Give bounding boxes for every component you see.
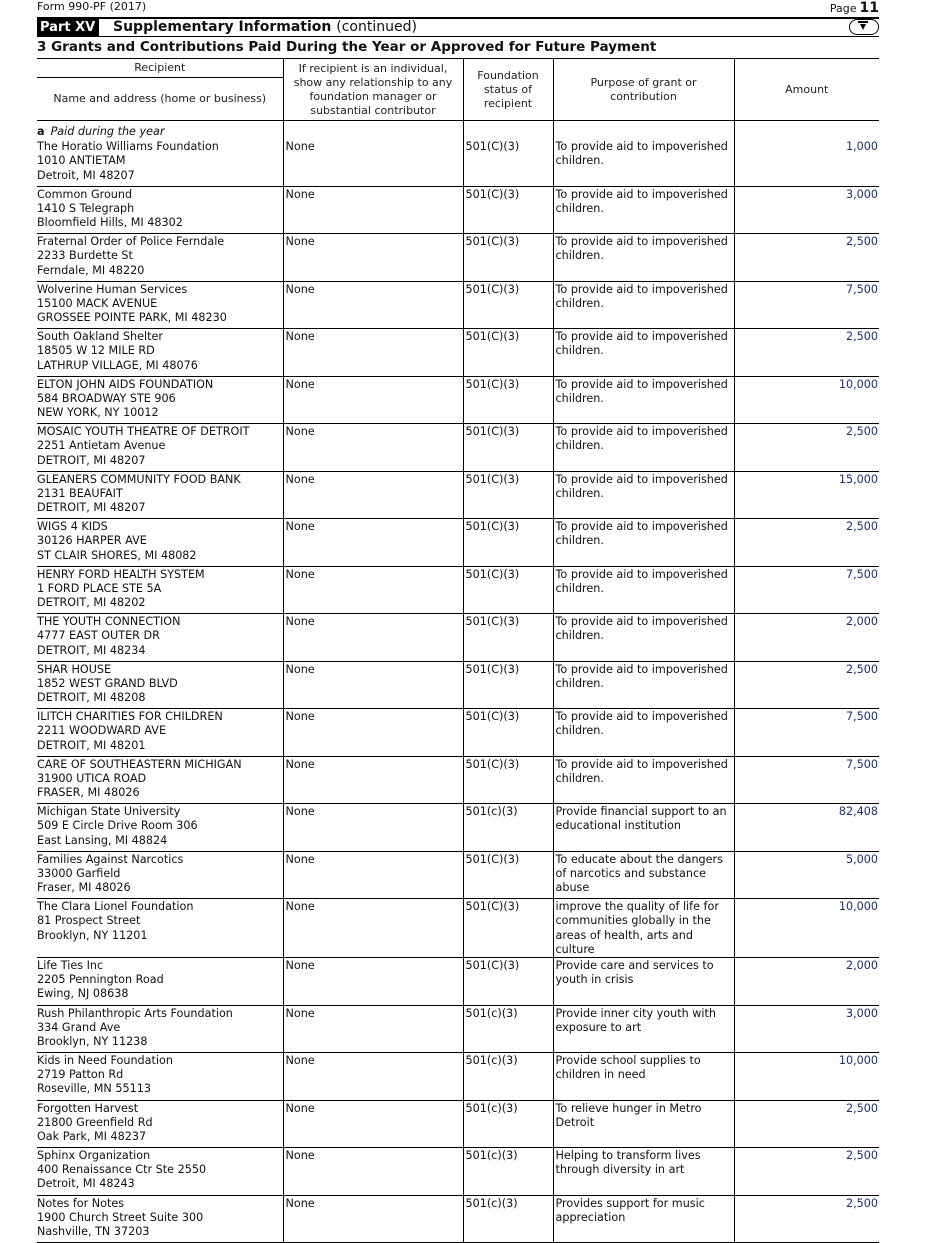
recipient-address-line2: ST CLAIR SHORES, MI 48082 — [37, 548, 197, 562]
amount-cell: 2,500 — [734, 234, 879, 282]
recipient-name: Wolverine Human Services — [37, 282, 188, 296]
recipient-address-line1: 1010 ANTIETAM — [37, 154, 126, 168]
amount-cell: 2,500 — [734, 661, 879, 709]
recipient-address-line1: 4777 EAST OUTER DR — [37, 629, 160, 643]
relationship-cell: None — [283, 471, 463, 519]
recipient-address-line1: 1410 S Telegraph — [37, 201, 135, 215]
recipient-cell — [37, 424, 283, 472]
recipient-address-line1: 31900 UTICA ROAD — [37, 771, 147, 785]
table-row — [37, 958, 879, 1006]
status-cell: 501(C)(3) — [463, 424, 553, 472]
relationship-cell: None — [283, 1148, 463, 1196]
table-row — [37, 1100, 879, 1148]
table-row — [37, 851, 879, 899]
recipient-address-line2: Oak Park, MI 48237 — [37, 1129, 147, 1143]
relationship-cell: None — [283, 1053, 463, 1101]
status-cell: 501(c)(3) — [463, 1005, 553, 1053]
status-cell: 501(c)(3) — [463, 1053, 553, 1101]
recipient-address-line1: 33000 Garfield — [37, 866, 121, 880]
purpose-cell: To provide aid to impoverished children. — [553, 139, 734, 186]
chevron-down-icon — [857, 21, 869, 32]
relationship-cell: None — [283, 139, 463, 186]
recipient-address-line2: DETROIT, MI 48201 — [37, 738, 146, 752]
table-row — [37, 329, 879, 377]
relationship-cell: None — [283, 899, 463, 958]
recipient-address-line2: Bloomfield Hills, MI 48302 — [37, 216, 183, 230]
table-row — [37, 234, 879, 282]
recipient-name: SHAR HOUSE — [37, 662, 112, 676]
purpose-cell: To provide aid to impoverished children. — [553, 709, 734, 757]
recipient-name: The Horatio Williams Foundation — [37, 140, 219, 154]
recipient-address-line2: DETROIT, MI 48207 — [37, 501, 146, 515]
recipient-address-line1: 2719 Patton Rd — [37, 1068, 124, 1082]
amount-cell: 3,000 — [734, 186, 879, 234]
recipient-cell — [37, 1148, 283, 1196]
recipient-address-line1: 1900 Church Street Suite 300 — [37, 1210, 204, 1224]
status-cell: 501(c)(3) — [463, 1195, 553, 1243]
recipient-address-line1: 509 E Circle Drive Room 306 — [37, 819, 198, 833]
purpose-cell: To provide aid to impoverished children. — [553, 329, 734, 377]
purpose-cell: To provide aid to impoverished children. — [553, 424, 734, 472]
status-cell: 501(C)(3) — [463, 566, 553, 614]
table-row — [37, 376, 879, 424]
relationship-cell: None — [283, 329, 463, 377]
table-row — [37, 424, 879, 472]
amount-cell: 2,000 — [734, 958, 879, 1006]
status-cell: 501(C)(3) — [463, 234, 553, 282]
purpose-cell: Provide financial support to an educational institution — [553, 804, 734, 852]
recipient-name: Kids in Need Foundation — [37, 1054, 173, 1068]
amount-cell: 10,000 — [734, 899, 879, 958]
recipient-address-line2: NEW YORK, NY 10012 — [37, 406, 159, 420]
purpose-cell: Helping to transform lives through diversity in art — [553, 1148, 734, 1196]
recipient-address-line2: Brooklyn, NY 11201 — [37, 928, 148, 942]
recipient-address-line1: 2251 Antietam Avenue — [37, 439, 166, 453]
recipient-header — [37, 59, 283, 121]
amount-cell: 7,500 — [734, 756, 879, 804]
recipient-address-line1: 584 BROADWAY STE 906 — [37, 391, 176, 405]
recipient-name: The Clara Lionel Foundation — [37, 900, 194, 914]
recipient-name: Families Against Narcotics — [37, 852, 184, 866]
relationship-cell: None — [283, 756, 463, 804]
purpose-cell: To provide aid to impoverished children. — [553, 471, 734, 519]
purpose-cell: To provide aid to impoverished children. — [553, 566, 734, 614]
status-cell: 501(C)(3) — [463, 471, 553, 519]
relationship-cell: None — [283, 424, 463, 472]
relationship-cell: None — [283, 376, 463, 424]
recipient-cell — [37, 804, 283, 852]
recipient-address-line2: GROSSEE POINTE PARK, MI 48230 — [37, 311, 227, 325]
purpose-cell: Provide inner city youth with exposure to art — [553, 1005, 734, 1053]
part-tag: Part XV — [37, 19, 99, 36]
amount-cell: 2,500 — [734, 1195, 879, 1243]
purpose-cell: To provide aid to impoverished children. — [553, 376, 734, 424]
recipient-address-line1: 81 Prospect Street — [37, 914, 141, 928]
recipient-name: ELTON JOHN AIDS FOUNDATION — [37, 377, 214, 391]
relationship-cell: None — [283, 661, 463, 709]
amount-cell: 2,500 — [734, 424, 879, 472]
table-row — [37, 756, 879, 804]
recipient-address-line2: DETROIT, MI 48202 — [37, 596, 146, 610]
recipient-name: Sphinx Organization — [37, 1149, 151, 1163]
relationship-cell: None — [283, 234, 463, 282]
purpose-cell: To provide aid to impoverished children. — [553, 234, 734, 282]
recipient-cell — [37, 756, 283, 804]
status-cell: 501(C)(3) — [463, 614, 553, 662]
table-row — [37, 1195, 879, 1243]
purpose-cell: Provide care and services to youth in crisis — [553, 958, 734, 1006]
recipient-address-line1: 21800 Greenfield Rd — [37, 1115, 153, 1129]
recipient-cell — [37, 614, 283, 662]
relationship-cell: None — [283, 566, 463, 614]
recipient-cell — [37, 1100, 283, 1148]
status-cell: 501(C)(3) — [463, 661, 553, 709]
purpose-cell: Provide school supplies to children in need — [553, 1053, 734, 1101]
table-row — [37, 1148, 879, 1196]
amount-cell: 3,000 — [734, 1005, 879, 1053]
amount-header: Amount — [734, 59, 879, 121]
table-header-row — [37, 59, 879, 121]
amount-cell: 2,000 — [734, 614, 879, 662]
table-row — [37, 471, 879, 519]
form-header — [37, 0, 879, 16]
relationship-cell: None — [283, 186, 463, 234]
recipient-cell — [37, 709, 283, 757]
table-row — [37, 709, 879, 757]
amount-cell: 10,000 — [734, 1053, 879, 1101]
recipient-address-line1: 2211 WOODWARD AVE — [37, 724, 167, 738]
recipient-cell — [37, 281, 283, 329]
recipient-address-line1: 334 Grand Ave — [37, 1020, 121, 1034]
purpose-cell: To provide aid to impoverished children. — [553, 614, 734, 662]
recipient-cell — [37, 1195, 283, 1243]
relationship-header: If recipient is an individual, show any relationship to any foundation manager or substantial contributor — [283, 59, 463, 121]
status-cell: 501(C)(3) — [463, 329, 553, 377]
purpose-cell: improve the quality of life for communities globally in the areas of health, arts and culture — [553, 899, 734, 958]
recipient-address-line1: 400 Renaissance Ctr Ste 2550 — [37, 1163, 207, 1177]
recipient-cell — [37, 376, 283, 424]
recipient-cell — [37, 234, 283, 282]
recipient-address-line2: East Lansing, MI 48824 — [37, 833, 168, 847]
recipient-address-line2: Nashville, TN 37203 — [37, 1224, 150, 1238]
page-number — [830, 0, 879, 16]
recipient-cell — [37, 139, 283, 186]
recipient-name: Michigan State University — [37, 805, 181, 819]
page-label: Page — [829, 2, 857, 15]
relationship-cell: None — [283, 958, 463, 1006]
status-cell: 501(C)(3) — [463, 958, 553, 1006]
recipient-name: THE YOUTH CONNECTION — [37, 615, 181, 629]
status-cell: 501(C)(3) — [463, 851, 553, 899]
purpose-cell: To relieve hunger in Metro Detroit — [553, 1100, 734, 1148]
recipient-name: GLEANERS COMMUNITY FOOD BANK — [37, 472, 241, 486]
amount-cell: 2,500 — [734, 1148, 879, 1196]
purpose-header: Purpose of grant or contribution — [553, 59, 734, 121]
recipient-address-line2: Roseville, MN 55113 — [37, 1082, 151, 1096]
relationship-cell: None — [283, 851, 463, 899]
name-address-label: Name and address (home or business) — [53, 92, 267, 105]
recipient-address-line1: 2233 Burdette St — [37, 249, 133, 263]
recipient-cell — [37, 899, 283, 958]
purpose-cell: To provide aid to impoverished children. — [553, 186, 734, 234]
status-cell: 501(C)(3) — [463, 899, 553, 958]
page-number-value: 11 — [859, 0, 879, 16]
relationship-cell: None — [283, 804, 463, 852]
recipient-address-line2: Detroit, MI 48207 — [37, 168, 135, 182]
status-cell: 501(C)(3) — [463, 519, 553, 567]
amount-cell: 10,000 — [734, 376, 879, 424]
table-row — [37, 566, 879, 614]
amount-cell: 2,500 — [734, 329, 879, 377]
purpose-cell: To provide aid to impoverished children. — [553, 661, 734, 709]
purpose-cell: To provide aid to impoverished children. — [553, 756, 734, 804]
recipient-cell — [37, 851, 283, 899]
recipient-address-line2: Fraser, MI 48026 — [37, 881, 131, 895]
relationship-cell: None — [283, 1195, 463, 1243]
recipient-address-line2: Brooklyn, NY 11238 — [37, 1034, 148, 1048]
amount-cell: 15,000 — [734, 471, 879, 519]
recipient-name: Rush Philanthropic Arts Foundation — [37, 1006, 233, 1020]
recipient-address-line1: 15100 MACK AVENUE — [37, 296, 158, 310]
recipient-cell — [37, 186, 283, 234]
status-cell: 501(c)(3) — [463, 1100, 553, 1148]
relationship-cell: None — [283, 709, 463, 757]
status-cell: 501(C)(3) — [463, 756, 553, 804]
recipient-cell — [37, 1005, 283, 1053]
recipient-address-line1: 1852 WEST GRAND BLVD — [37, 676, 178, 690]
recipient-cell — [37, 566, 283, 614]
recipient-address-line1: 2205 Pennington Road — [37, 973, 164, 987]
grants-table — [37, 58, 879, 1243]
amount-cell: 7,500 — [734, 709, 879, 757]
section-title: 3 Grants and Contributions Paid During the Year or Approved for Future Payment — [37, 39, 657, 55]
recipient-cell — [37, 519, 283, 567]
recipient-name: Fraternal Order of Police Ferndale — [37, 235, 225, 249]
recipient-cell — [37, 329, 283, 377]
relationship-cell: None — [283, 519, 463, 567]
recipient-cell — [37, 661, 283, 709]
part-title-text: Supplementary Information — [113, 19, 332, 35]
purpose-cell: To provide aid to impoverished children. — [553, 281, 734, 329]
recipient-address-line1: 30126 HARPER AVE — [37, 534, 147, 548]
table-row — [37, 661, 879, 709]
recipient-name: Forgotten Harvest — [37, 1101, 139, 1115]
subheading-letter: a — [37, 125, 45, 138]
recipient-cell — [37, 471, 283, 519]
recipient-address-line2: Detroit, MI 48243 — [37, 1177, 135, 1191]
table-row — [37, 614, 879, 662]
recipient-name: MOSAIC YOUTH THEATRE OF DETROIT — [37, 425, 250, 439]
part-bar — [37, 17, 879, 37]
status-header: Foundation status of recipient — [463, 59, 553, 121]
table-row — [37, 1005, 879, 1053]
table-row — [37, 186, 879, 234]
status-cell: 501(c)(3) — [463, 804, 553, 852]
recipient-address-line2: Ewing, NJ 08638 — [37, 987, 129, 1001]
recipient-address-line2: Ferndale, MI 48220 — [37, 263, 145, 277]
recipient-cell — [37, 1053, 283, 1101]
expand-down-button[interactable] — [849, 19, 879, 35]
table-row — [37, 899, 879, 958]
table-row — [37, 1053, 879, 1101]
table-row — [37, 139, 879, 186]
status-cell: 501(c)(3) — [463, 1148, 553, 1196]
purpose-cell: Provides support for music appreciation — [553, 1195, 734, 1243]
recipient-address-line2: DETROIT, MI 48208 — [37, 691, 146, 705]
table-row — [37, 804, 879, 852]
recipient-address-line2: LATHRUP VILLAGE, MI 48076 — [37, 358, 198, 372]
relationship-cell: None — [283, 614, 463, 662]
amount-cell: 82,408 — [734, 804, 879, 852]
recipient-name: CARE OF SOUTHEASTERN MICHIGAN — [37, 757, 242, 771]
amount-cell: 2,500 — [734, 519, 879, 567]
part-title-suffix: (continued) — [336, 19, 417, 35]
recipient-label: Recipient — [37, 59, 283, 78]
part-title — [113, 19, 417, 36]
subheading-row — [37, 121, 879, 140]
recipient-address-line2: DETROIT, MI 48207 — [37, 453, 146, 467]
recipient-address-line1: 2131 BEAUFAIT — [37, 486, 123, 500]
recipient-name: South Oakland Shelter — [37, 330, 163, 344]
amount-cell: 7,500 — [734, 566, 879, 614]
status-cell: 501(C)(3) — [463, 709, 553, 757]
recipient-name: Life Ties Inc — [37, 959, 104, 973]
subheading-cell — [37, 121, 283, 140]
amount-cell: 2,500 — [734, 1100, 879, 1148]
status-cell: 501(C)(3) — [463, 376, 553, 424]
recipient-name: Notes for Notes — [37, 1196, 125, 1210]
recipient-address-line1: 1 FORD PLACE STE 5A — [37, 581, 162, 595]
status-cell: 501(C)(3) — [463, 281, 553, 329]
recipient-name: ILITCH CHARITIES FOR CHILDREN — [37, 710, 223, 724]
relationship-cell: None — [283, 1100, 463, 1148]
recipient-cell — [37, 958, 283, 1006]
amount-cell: 5,000 — [734, 851, 879, 899]
status-cell: 501(C)(3) — [463, 139, 553, 186]
amount-cell: 1,000 — [734, 139, 879, 186]
recipient-address-line2: DETROIT, MI 48234 — [37, 643, 146, 657]
recipient-address-line1: 18505 W 12 MILE RD — [37, 344, 155, 358]
purpose-cell: To provide aid to impoverished children. — [553, 519, 734, 567]
recipient-name: WIGS 4 KIDS — [37, 520, 108, 534]
form-name: Form 990-PF (2017) — [37, 0, 147, 13]
table-row — [37, 281, 879, 329]
recipient-address-line2: FRASER, MI 48026 — [37, 786, 140, 800]
recipient-name: Common Ground — [37, 187, 133, 201]
relationship-cell: None — [283, 1005, 463, 1053]
table-row — [37, 519, 879, 567]
relationship-cell: None — [283, 281, 463, 329]
subheading-label: Paid during the year — [50, 125, 165, 138]
purpose-cell: To educate about the dangers of narcotics and substance abuse — [553, 851, 734, 899]
status-cell: 501(C)(3) — [463, 186, 553, 234]
recipient-name: HENRY FORD HEALTH SYSTEM — [37, 567, 205, 581]
amount-cell: 7,500 — [734, 281, 879, 329]
